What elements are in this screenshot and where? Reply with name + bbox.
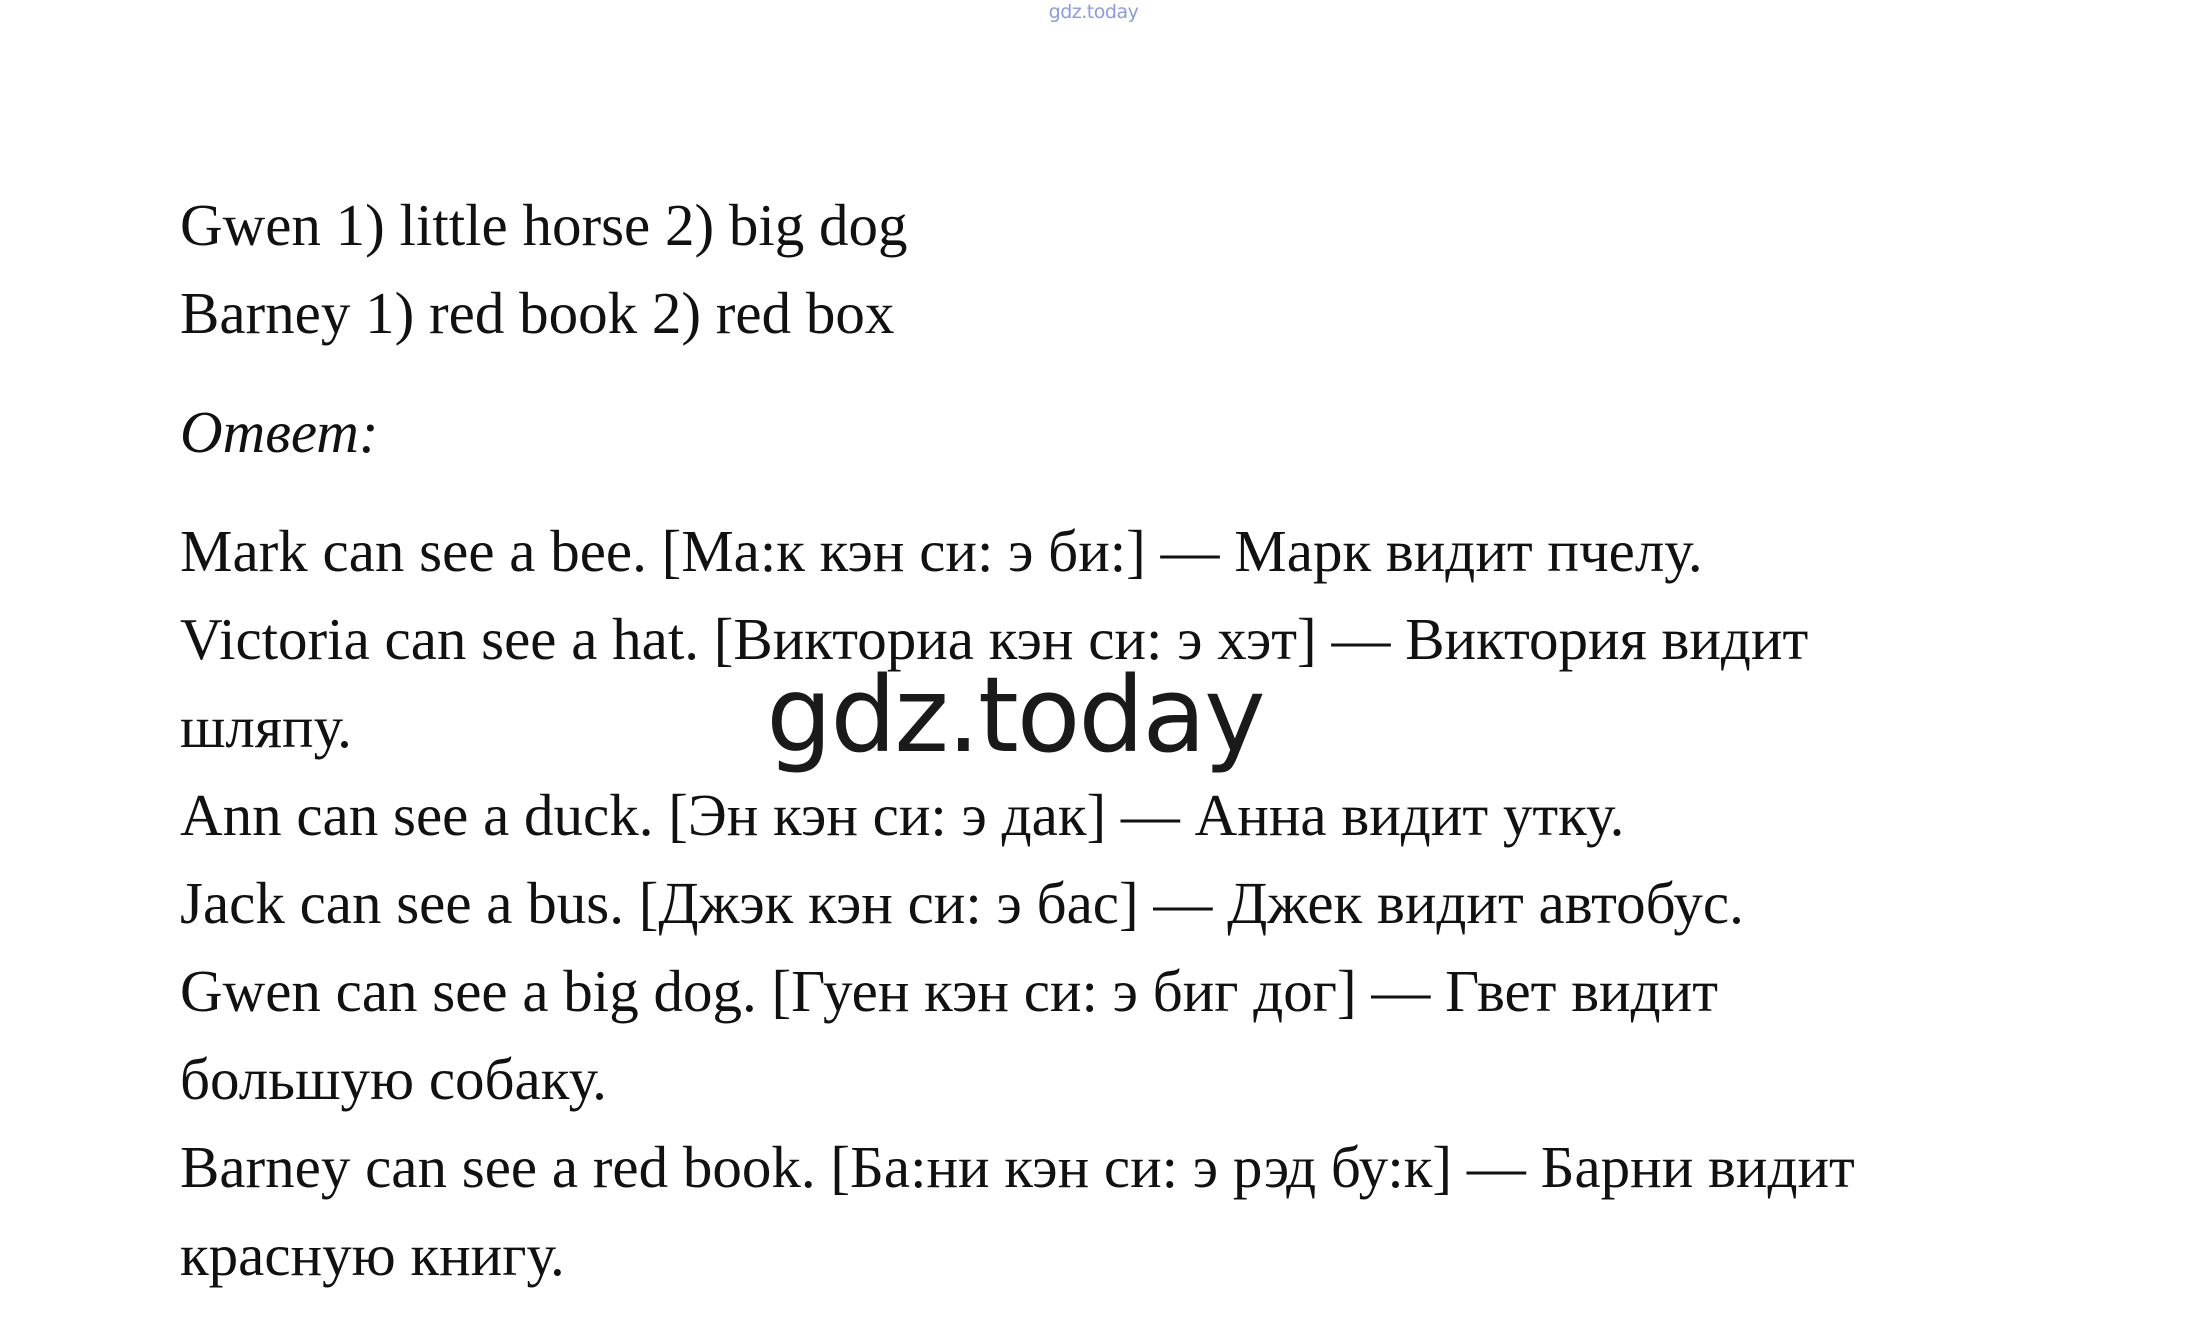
option-line-barney: Barney 1) red book 2) red box (180, 280, 895, 346)
answer-line: Ann can see a duck. [Эн кэн си: э дак] — Анна видит утку. (180, 782, 1625, 848)
answer-line: Barney can see a red book. [Ба:ни кэн си: э рэд бу:к] — Барни видит (180, 1134, 1855, 1200)
answer-line: шляпу. (180, 694, 352, 760)
answer-line: большую собаку. (180, 1046, 607, 1112)
option-line-gwen: Gwen 1) little horse 2) big dog (180, 192, 908, 258)
top-watermark: gdz.today (1048, 1, 1139, 23)
center-watermark: gdz.today (766, 654, 1264, 776)
answer-line: красную книгу. (180, 1222, 565, 1288)
answer-heading: Ответ: (180, 399, 379, 465)
answer-line: Mark can see a bee. [Ма:к кэн си: э би:] — Марк видит пчелу. (180, 518, 1703, 584)
document-body (180, 181, 2080, 1299)
answer-line: Victoria can see a hat. [Викториа кэн си: э хэт] — Виктория видит (180, 606, 1809, 672)
answer-line: Gwen can see a big dog. [Гуен кэн си: э биг дог] — Гвет видит (180, 958, 1719, 1024)
answer-line: Jack can see a bus. [Джэк кэн си: э бас] — Джек видит автобус. (180, 870, 1744, 936)
